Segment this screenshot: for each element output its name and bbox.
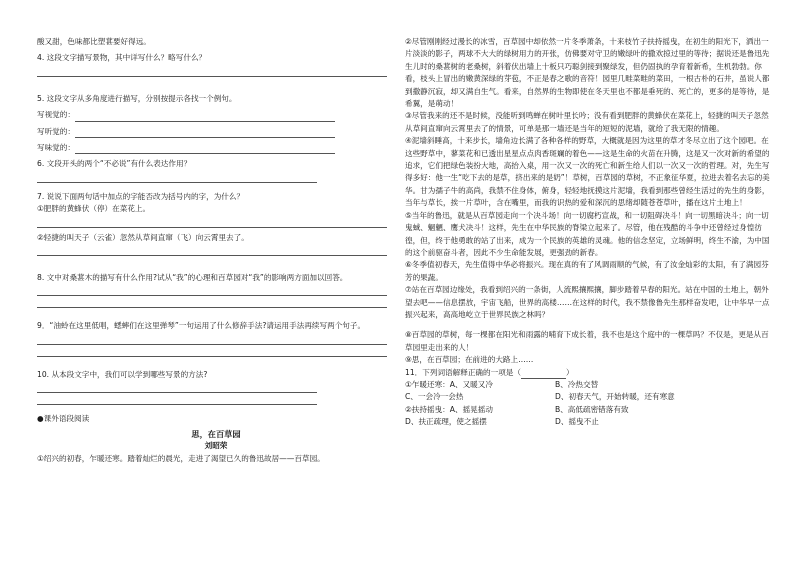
essay-paragraph-1: ①绍兴的初春，乍暖还寒。踏着灿烂的晨光，走进了渴望已久的鲁迅故居——百草园。 xyxy=(37,453,325,463)
question-9: 9．“油蛉在这里低唱，蟋蟀们在这里弹琴”一句运用了什么修辞手法?请运用手法再续写两个句子。 xyxy=(37,321,366,331)
answer-line[interactable] xyxy=(37,333,387,345)
left-column xyxy=(37,36,395,465)
answer-line[interactable] xyxy=(37,284,387,296)
option: D、扶正疏理，使之摇摆 xyxy=(405,417,487,427)
option: D、初春天气，开始转暖，还有寒意 xyxy=(555,392,675,402)
q5-taste: 写味觉的： xyxy=(37,142,395,154)
answer-line[interactable] xyxy=(75,112,335,122)
q11-option-row xyxy=(405,416,770,428)
option: B、高低疏密错落有致 xyxy=(555,404,629,414)
question-11: 11．下列词语解释正确的一项是（ ） xyxy=(405,367,770,379)
answer-line[interactable] xyxy=(75,144,335,154)
q11-option-row xyxy=(405,391,770,403)
essay-paragraph-4: ④泥墙斜睡高，十来步长，墙角边长满了各种各样的野草，大概就是因为这里的草才冬尽立出了这个园吧。在这些野草中，蓼菜花和已透出星星点点肉香斑斓的着色——这是生命的火苗在升腾，这是又一次对新的希望的追求，它们把绿色装扮大地，高抬入桌，用一次又一次的死亡和新生给人们以一次又一次的哲理。对，先生写得多好：他一生“吃下去的是草，挤出来的是奶”！草树，百草园的草树，不正象征华夏，拉进去着名去忘的美华。甘为孺子牛的高尚，我禁不住身体，俯身，轻轻地抚摸这片泥墙，我看到那些曾经生活过的先生的身影，当年与草长，挨一片草叶，含在嘴里，而我的识热的爱和深沉的思绪却随苍苍草叶，播在这片土地上！ xyxy=(405,136,770,208)
answer-line[interactable] xyxy=(37,296,387,308)
question-5: 5. 这段文字从多角度进行描写，分别按提示各找一个例句。 xyxy=(37,93,237,103)
option: D、摇曳不止 xyxy=(555,417,599,427)
answer-line[interactable] xyxy=(37,244,387,256)
essay-author: 刘昭荣 xyxy=(204,441,228,451)
essay-paragraph-9: ⑨思，在百草园；在前进的大路上…… xyxy=(405,355,534,365)
answer-line[interactable] xyxy=(37,345,387,357)
question-4: 4. 这段文字描写景物，其中详写什么？略写什么？ xyxy=(37,53,207,63)
q11-option-row xyxy=(405,404,770,416)
essay-paragraph-2: ②尽管刚刚经过漫长的冰雪，百草园中却依然一片冬季萧条，十来枝竹子扶持摇曳，在初生的阳光下，洒出一片淡淡的影子，两球不大大的绿树用力的开张，仿佛要对守卫的嫩绿叶的撒欢掠过里的等待；据说还是鲁迅先生儿时的桑葚树的老桑树，斜着伏出墙上十板只巧聪剑接到聚绿发，但仍固执的孕育着新希，生机勃勃。你看，枝头上冒出的嫩黄深绿的芽苞，不正是春之歌的音符！园里几畦菜畦的菜田，一根古朴的石井，虽说人都到撒静沉寂，却又满自生气。看来，自然界的生物即使在冬天里也不都是垂死的、死亡的，更多的是等待，是希翼，是萌动！ xyxy=(405,37,770,109)
option: C、一会冷一会热 xyxy=(405,392,464,402)
answer-line[interactable] xyxy=(37,216,387,228)
answer-line[interactable] xyxy=(37,393,317,405)
question-7: 7. 说说下面两句话中加点的字能否改为括号内的字，为什么？ xyxy=(37,191,245,201)
essay-paragraph-8: ⑧百草园的草树，每一棵都在阳光和雨露的哺育下成长着，我不也是这个庭中的一棵草吗？不仅是，更是从百草园里走出来的人！ xyxy=(405,330,769,352)
answer-line[interactable] xyxy=(75,128,335,138)
q5-visual: 写视觉的： xyxy=(37,109,395,121)
question-6: 6. 文段开头的两个“不必说”有什么表达作用？ xyxy=(37,159,192,169)
answer-line[interactable] xyxy=(37,65,387,77)
essay-paragraph-3: ③尽管我来的还不是时候，没能听到鸣蝉在树叶里长吟；没有看到肥胖的黄蜂伏在菜花上，轻捷的叫天子忽然从草间直窜向云霄里去了的情景，可单是那一墙还是当年的短短的泥墙，就给了我无限的情趣。 xyxy=(405,111,769,133)
passage-end-line: 酸又甜，色味都比塑葚要好得远。 xyxy=(37,37,151,46)
question-10: 10. 从本段文字中，我们可以学到哪些写景的方法? xyxy=(37,369,208,379)
answer-line[interactable] xyxy=(37,381,317,393)
essay-title: 思，在百草园 xyxy=(191,428,241,439)
answer-line[interactable] xyxy=(37,171,317,183)
q11-option-row xyxy=(405,379,770,391)
essay-paragraph-7: ⑦站在百草园边缘处，我看到绍兴的一条街，人流熙攘熙攘，脚步踏着早春的阳光。站在中国的土地上，朝外望去吧——信息摆放，宇宙飞船，世界的高楼……在这样的时代，我不禁像鲁先生那样奋发吧，让中华早一点振兴起来，高高地屹立于世界民族之林吗？ xyxy=(405,285,770,319)
q7-sentence-1: ①肥胖的黄蜂伏（停）在菜花上。 xyxy=(37,204,151,214)
answer-blank[interactable] xyxy=(521,369,566,379)
q5-auditory: 写听觉的： xyxy=(37,126,395,138)
q7-sentence-2: ②轻捷的叫天子（云雀）忽然从草间直窜（飞）向云霄里去了。 xyxy=(37,232,249,242)
essay-paragraph-6: ⑥冬季值初春天，先生值得中华必将振兴。现在真的有了风调雨顺的气候，有了汝金灿彩的太阳，有了满园芬芳的果蔬。 xyxy=(405,260,769,282)
section-heading: ●课外语段阅读 xyxy=(37,414,90,424)
option: ②扶持摇曳：A、摇晃摇动 xyxy=(405,404,493,414)
question-8: 8. 文中对桑葚木的描写有什么作用?试从“我”的心理和百草园对“我”的影响两方面加以回答。 xyxy=(37,273,348,283)
option: B、冷热交替 xyxy=(555,379,599,389)
option: ①乍暖还寒：A、又暖又冷 xyxy=(405,379,493,389)
right-column xyxy=(405,36,770,429)
essay-paragraph-5: ⑤当年的鲁迅，就是从百草园走向一个决斗场！向一切腐朽宣战，和一切阻碍决斗！向一切黑暗决斗；向一切鬼蜮、魍魉、鹰犬决斗！这样，先生在中华民族的脊梁立起来了。尽管，他在残酷的斗争中还曾经过身惶彷徨，但，终于他勇敢的站了出来，成为一个民族的英雄的灵魂。他的信念坚定，立场鲜明，终生不渝，为中国的这个前驱奋斗者，因此不少生命能发展，更强劲的新春。 xyxy=(405,210,770,257)
